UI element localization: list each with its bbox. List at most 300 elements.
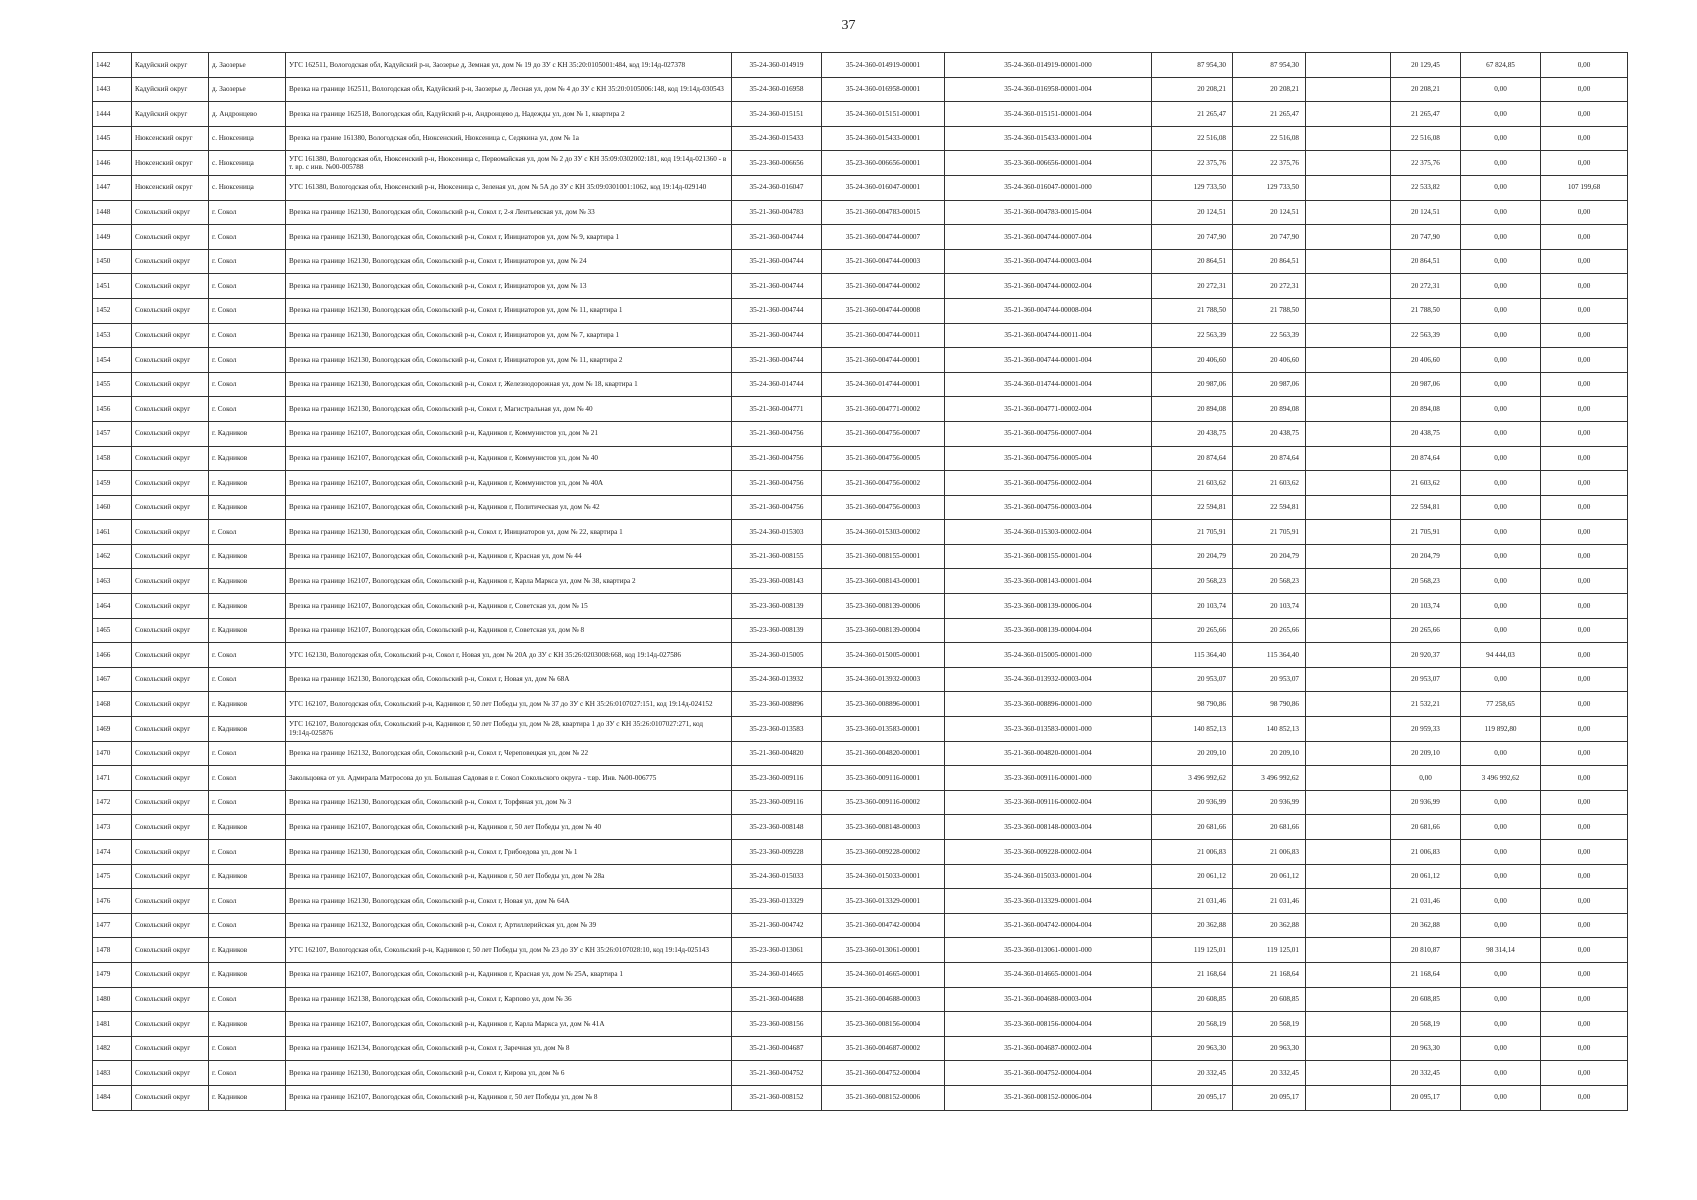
row-number-cell: 1452: [93, 298, 132, 323]
element-code-cell: 35-24-360-015005-00001-000: [945, 643, 1152, 668]
extra-cost-cell: 0,00: [1541, 569, 1628, 594]
row-number-cell: 1450: [93, 249, 132, 274]
total-cost-cell: 20 568,23: [1152, 569, 1233, 594]
cost-cell: 20 963,30: [1233, 1036, 1306, 1061]
blank-cell: [1306, 151, 1391, 176]
sub-object-code-cell: 35-23-360-006656-00001: [822, 151, 945, 176]
object-description-cell: Врезка на границе 162130, Вологодская обл, Сокольский р-н, Сокол г, Инициаторов ул, дом № 24: [286, 249, 732, 274]
district-cell: Сокольский округ: [132, 1036, 209, 1061]
total-cost-cell: 20 124,51: [1152, 200, 1233, 225]
locality-cell: г. Сокол: [209, 667, 286, 692]
cost-cell: 20 936,99: [1233, 790, 1306, 815]
object-description-cell: УГС 162511, Вологодская обл, Кадуйский р-н, Заозерье д, Земная ул, дом № 19 до ЗУ с КН 35:20:0105001:484, код 19:14д-027378: [286, 53, 732, 78]
object-description-cell: Закольцовка от ул. Адмирала Матросова до ул. Большая Садовая в г. Сокол Сокольского округа - т.вр. Инв. №00-006775: [286, 766, 732, 791]
row-number-cell: 1474: [93, 840, 132, 865]
district-cell: Сокольский округ: [132, 1085, 209, 1110]
object-description-cell: УГС 161380, Вологодская обл, Нюксенский р-н, Нюксеница с, Первомайская ул, дом № 2 до ЗУ с КН 35:09:0302002:181, код 19:14д-021360 - в т. вр. с инв. №00-005788: [286, 151, 732, 176]
connection-cost-cell: 20 265,66: [1391, 618, 1461, 643]
row-number-cell: 1461: [93, 520, 132, 545]
object-description-cell: Врезка на границе 162130, Вологодская обл, Сокольский р-н, Сокол г, 2-я Лентьевская ул, дом № 33: [286, 200, 732, 225]
cost-cell: 20 061,12: [1233, 864, 1306, 889]
cost-cell: 87 954,30: [1233, 53, 1306, 78]
extra-cost-cell: 0,00: [1541, 717, 1628, 742]
object-description-cell: Врезка на границе 162138, Вологодская обл, Сокольский р-н, Сокол г, Карпово ул, дом № 36: [286, 987, 732, 1012]
total-cost-cell: 20 864,51: [1152, 249, 1233, 274]
blank-cell: [1306, 1061, 1391, 1086]
locality-cell: г. Кадников: [209, 1012, 286, 1037]
network-cost-cell: 0,00: [1461, 1012, 1541, 1037]
object-code-cell: 35-24-360-016047: [732, 175, 822, 200]
district-cell: Сокольский округ: [132, 471, 209, 496]
blank-cell: [1306, 126, 1391, 151]
row-number-cell: 1459: [93, 471, 132, 496]
blank-cell: [1306, 643, 1391, 668]
network-cost-cell: 3 496 992,62: [1461, 766, 1541, 791]
district-cell: Сокольский округ: [132, 889, 209, 914]
extra-cost-cell: 0,00: [1541, 249, 1628, 274]
cost-cell: 20 272,31: [1233, 274, 1306, 299]
element-code-cell: 35-23-360-009116-00001-000: [945, 766, 1152, 791]
cost-cell: 20 095,17: [1233, 1085, 1306, 1110]
extra-cost-cell: 0,00: [1541, 1036, 1628, 1061]
row-number-cell: 1482: [93, 1036, 132, 1061]
connection-cost-cell: 20 608,85: [1391, 987, 1461, 1012]
table-row: [93, 1061, 1628, 1086]
extra-cost-cell: 0,00: [1541, 421, 1628, 446]
locality-cell: г. Сокол: [209, 741, 286, 766]
cost-cell: 21 788,50: [1233, 298, 1306, 323]
district-cell: Сокольский округ: [132, 569, 209, 594]
object-code-cell: 35-21-360-004756: [732, 446, 822, 471]
object-description-cell: УГС 162107, Вологодская обл, Сокольский р-н, Кадников г, 50 лет Победы ул, дом № 28, квартира 1 до ЗУ с КН 35:26:0107027:271, код 19:14д-025876: [286, 717, 732, 742]
row-number-cell: 1465: [93, 618, 132, 643]
district-cell: Сокольский округ: [132, 717, 209, 742]
total-cost-cell: 20 103,74: [1152, 594, 1233, 619]
blank-cell: [1306, 913, 1391, 938]
network-cost-cell: 0,00: [1461, 544, 1541, 569]
element-code-cell: 35-24-360-013932-00003-004: [945, 667, 1152, 692]
total-cost-cell: 20 963,30: [1152, 1036, 1233, 1061]
network-cost-cell: 0,00: [1461, 151, 1541, 176]
element-code-cell: 35-23-360-008896-00001-000: [945, 692, 1152, 717]
element-code-cell: 35-24-360-015303-00002-004: [945, 520, 1152, 545]
table-row: [93, 766, 1628, 791]
total-cost-cell: 20 332,45: [1152, 1061, 1233, 1086]
object-description-cell: Врезка на граниe 161380, Вологодская обл, Нюксенский, Нюксеница с, Седякина ул, дом № 1а: [286, 126, 732, 151]
total-cost-cell: 20 936,99: [1152, 790, 1233, 815]
blank-cell: [1306, 569, 1391, 594]
table-row: [93, 348, 1628, 373]
object-description-cell: Врезка на границе 162130, Вологодская обл, Сокольский р-н, Сокол г, Кирова ул, дом № 6: [286, 1061, 732, 1086]
total-cost-cell: 22 516,08: [1152, 126, 1233, 151]
connection-cost-cell: 20 129,45: [1391, 53, 1461, 78]
sub-object-code-cell: 35-24-360-016958-00001: [822, 77, 945, 102]
total-cost-cell: 20 894,08: [1152, 397, 1233, 422]
total-cost-cell: 20 953,07: [1152, 667, 1233, 692]
network-cost-cell: 0,00: [1461, 348, 1541, 373]
connection-cost-cell: 20 209,10: [1391, 741, 1461, 766]
object-code-cell: 35-21-360-004756: [732, 471, 822, 496]
object-code-cell: 35-21-360-004687: [732, 1036, 822, 1061]
network-cost-cell: 0,00: [1461, 520, 1541, 545]
table-row: [93, 446, 1628, 471]
blank-cell: [1306, 987, 1391, 1012]
table-row: [93, 1085, 1628, 1110]
total-cost-cell: 20 208,21: [1152, 77, 1233, 102]
sub-object-code-cell: 35-23-360-009228-00002: [822, 840, 945, 865]
table-row: [93, 717, 1628, 742]
element-code-cell: 35-23-360-013583-00001-000: [945, 717, 1152, 742]
table-row: [93, 225, 1628, 250]
cost-cell: 20 204,79: [1233, 544, 1306, 569]
blank-cell: [1306, 1085, 1391, 1110]
sub-object-code-cell: 35-21-360-004742-00004: [822, 913, 945, 938]
cost-cell: 20 568,19: [1233, 1012, 1306, 1037]
blank-cell: [1306, 53, 1391, 78]
row-number-cell: 1472: [93, 790, 132, 815]
locality-cell: г. Сокол: [209, 225, 286, 250]
extra-cost-cell: 0,00: [1541, 1085, 1628, 1110]
table-row: [93, 864, 1628, 889]
object-code-cell: 35-21-360-004752: [732, 1061, 822, 1086]
row-number-cell: 1447: [93, 175, 132, 200]
network-cost-cell: 98 314,14: [1461, 938, 1541, 963]
blank-cell: [1306, 200, 1391, 225]
sub-object-code-cell: 35-21-360-004756-00005: [822, 446, 945, 471]
locality-cell: г. Кадников: [209, 569, 286, 594]
locality-cell: д. Заозерье: [209, 53, 286, 78]
network-cost-cell: 0,00: [1461, 913, 1541, 938]
connection-cost-cell: 0,00: [1391, 766, 1461, 791]
district-cell: Сокольский округ: [132, 864, 209, 889]
district-cell: Кадуйский округ: [132, 77, 209, 102]
connection-cost-cell: 20 936,99: [1391, 790, 1461, 815]
total-cost-cell: 20 987,06: [1152, 372, 1233, 397]
table-row: [93, 274, 1628, 299]
object-code-cell: 35-23-360-013329: [732, 889, 822, 914]
cost-cell: 20 608,85: [1233, 987, 1306, 1012]
row-number-cell: 1483: [93, 1061, 132, 1086]
district-cell: Кадуйский округ: [132, 102, 209, 127]
object-description-cell: Врезка на границе 162107, Вологодская обл, Сокольский р-н, Кадников г, Коммунистов ул, дом № 40А: [286, 471, 732, 496]
locality-cell: г. Сокол: [209, 200, 286, 225]
total-cost-cell: 21 168,64: [1152, 962, 1233, 987]
extra-cost-cell: 0,00: [1541, 987, 1628, 1012]
blank-cell: [1306, 766, 1391, 791]
locality-cell: г. Кадников: [209, 1085, 286, 1110]
blank-cell: [1306, 594, 1391, 619]
network-cost-cell: 0,00: [1461, 471, 1541, 496]
object-code-cell: 35-21-360-004756: [732, 421, 822, 446]
table-row: [93, 913, 1628, 938]
element-code-cell: 35-21-360-004744-00007-004: [945, 225, 1152, 250]
row-number-cell: 1444: [93, 102, 132, 127]
locality-cell: г. Кадников: [209, 594, 286, 619]
cost-cell: 3 496 992,62: [1233, 766, 1306, 791]
table-row: [93, 372, 1628, 397]
extra-cost-cell: 0,00: [1541, 372, 1628, 397]
object-code-cell: 35-21-360-004820: [732, 741, 822, 766]
row-number-cell: 1477: [93, 913, 132, 938]
object-code-cell: 35-24-360-015151: [732, 102, 822, 127]
object-code-cell: 35-23-360-008139: [732, 618, 822, 643]
connection-cost-cell: 22 563,39: [1391, 323, 1461, 348]
table-row: [93, 1012, 1628, 1037]
district-cell: Кадуйский округ: [132, 53, 209, 78]
total-cost-cell: 20 272,31: [1152, 274, 1233, 299]
cost-cell: 20 864,51: [1233, 249, 1306, 274]
network-cost-cell: 0,00: [1461, 840, 1541, 865]
extra-cost-cell: 0,00: [1541, 102, 1628, 127]
row-number-cell: 1451: [93, 274, 132, 299]
object-code-cell: 35-24-360-013932: [732, 667, 822, 692]
row-number-cell: 1462: [93, 544, 132, 569]
locality-cell: г. Сокол: [209, 889, 286, 914]
object-code-cell: 35-24-360-015033: [732, 864, 822, 889]
cost-cell: 20 987,06: [1233, 372, 1306, 397]
cost-cell: 20 874,64: [1233, 446, 1306, 471]
row-number-cell: 1448: [93, 200, 132, 225]
sub-object-code-cell: 35-21-360-004744-00007: [822, 225, 945, 250]
row-number-cell: 1455: [93, 372, 132, 397]
row-number-cell: 1466: [93, 643, 132, 668]
table-row: [93, 298, 1628, 323]
total-cost-cell: 20 681,66: [1152, 815, 1233, 840]
network-cost-cell: 0,00: [1461, 77, 1541, 102]
total-cost-cell: 140 852,13: [1152, 717, 1233, 742]
blank-cell: [1306, 962, 1391, 987]
object-description-cell: Врезка на границе 162132, Вологодская обл, Сокольский р-н, Сокол г, Череповецкая ул, дом № 22: [286, 741, 732, 766]
table-row: [93, 815, 1628, 840]
extra-cost-cell: 0,00: [1541, 643, 1628, 668]
element-code-cell: 35-21-360-004744-00003-004: [945, 249, 1152, 274]
total-cost-cell: 20 747,90: [1152, 225, 1233, 250]
cost-cell: 140 852,13: [1233, 717, 1306, 742]
object-description-cell: Врезка на границе 162130, Вологодская обл, Сокольский р-н, Сокол г, Инициаторов ул, дом № 11, квартира 1: [286, 298, 732, 323]
element-code-cell: 35-21-360-004688-00003-004: [945, 987, 1152, 1012]
object-description-cell: Врезка на границе 162130, Вологодская обл, Сокольский р-н, Сокол г, Магистральная ул, дом № 40: [286, 397, 732, 422]
district-cell: Сокольский округ: [132, 790, 209, 815]
object-description-cell: Врезка на границе 162132, Вологодская обл, Сокольский р-н, Сокол г, Артиллерийская ул, дом № 39: [286, 913, 732, 938]
network-cost-cell: 0,00: [1461, 372, 1541, 397]
locality-cell: с. Нюксеница: [209, 151, 286, 176]
row-number-cell: 1469: [93, 717, 132, 742]
blank-cell: [1306, 175, 1391, 200]
blank-cell: [1306, 889, 1391, 914]
object-code-cell: 35-24-360-014665: [732, 962, 822, 987]
blank-cell: [1306, 397, 1391, 422]
object-description-cell: Врезка на границе 162107, Вологодская обл, Сокольский р-н, Кадников г, Карла Маркса ул, дом № 41А: [286, 1012, 732, 1037]
extra-cost-cell: 0,00: [1541, 323, 1628, 348]
total-cost-cell: 20 209,10: [1152, 741, 1233, 766]
connection-cost-cell: 20 272,31: [1391, 274, 1461, 299]
table-row: [93, 495, 1628, 520]
extra-cost-cell: 0,00: [1541, 741, 1628, 766]
extra-cost-cell: 0,00: [1541, 126, 1628, 151]
district-cell: Сокольский округ: [132, 397, 209, 422]
network-cost-cell: 0,00: [1461, 446, 1541, 471]
cost-cell: 21 006,83: [1233, 840, 1306, 865]
object-description-cell: Врезка на границе 162107, Вологодская обл, Сокольский р-н, Кадников г, Политическая ул, дом № 42: [286, 495, 732, 520]
sub-object-code-cell: 35-21-360-008155-00001: [822, 544, 945, 569]
row-number-cell: 1479: [93, 962, 132, 987]
object-description-cell: Врезка на границе 162107, Вологодская обл, Сокольский р-н, Кадников г, 50 лет Победы ул, дом № 8: [286, 1085, 732, 1110]
object-description-cell: УГС 162130, Вологодская обл, Сокольский р-н, Сокол г, Новая ул, дом № 20А до ЗУ с КН 35:26:0203008:668, код 19:14д-027586: [286, 643, 732, 668]
district-cell: Нюксенский округ: [132, 151, 209, 176]
district-cell: Сокольский округ: [132, 741, 209, 766]
total-cost-cell: 129 733,50: [1152, 175, 1233, 200]
extra-cost-cell: 0,00: [1541, 594, 1628, 619]
table-row: [93, 569, 1628, 594]
table-row: [93, 667, 1628, 692]
locality-cell: г. Сокол: [209, 323, 286, 348]
extra-cost-cell: 0,00: [1541, 962, 1628, 987]
connection-cost-cell: 21 265,47: [1391, 102, 1461, 127]
connection-cost-cell: 20 920,37: [1391, 643, 1461, 668]
object-code-cell: 35-24-360-016958: [732, 77, 822, 102]
sub-object-code-cell: 35-21-360-004756-00002: [822, 471, 945, 496]
element-code-cell: 35-21-360-004820-00001-004: [945, 741, 1152, 766]
object-description-cell: Врезка на границе 162130, Вологодская обл, Сокольский р-н, Сокол г, Инициаторов ул, дом № 11, квартира 2: [286, 348, 732, 373]
locality-cell: д. Андронцево: [209, 102, 286, 127]
cost-cell: 22 563,39: [1233, 323, 1306, 348]
table-row: [93, 987, 1628, 1012]
network-cost-cell: 119 892,80: [1461, 717, 1541, 742]
blank-cell: [1306, 717, 1391, 742]
element-code-cell: 35-24-360-016958-00001-004: [945, 77, 1152, 102]
blank-cell: [1306, 298, 1391, 323]
object-code-cell: 35-21-360-008155: [732, 544, 822, 569]
sub-object-code-cell: 35-23-360-008148-00003: [822, 815, 945, 840]
element-code-cell: 35-21-360-004771-00002-004: [945, 397, 1152, 422]
table-row: [93, 889, 1628, 914]
object-code-cell: 35-21-360-004744: [732, 274, 822, 299]
network-cost-cell: 0,00: [1461, 741, 1541, 766]
sub-object-code-cell: 35-21-360-004744-00002: [822, 274, 945, 299]
network-cost-cell: 94 444,03: [1461, 643, 1541, 668]
connection-cost-cell: 21 532,21: [1391, 692, 1461, 717]
sub-object-code-cell: 35-21-360-004756-00007: [822, 421, 945, 446]
district-cell: Нюксенский округ: [132, 126, 209, 151]
network-cost-cell: 0,00: [1461, 200, 1541, 225]
locality-cell: г. Кадников: [209, 421, 286, 446]
extra-cost-cell: 0,00: [1541, 667, 1628, 692]
locality-cell: г. Сокол: [209, 643, 286, 668]
network-cost-cell: 0,00: [1461, 790, 1541, 815]
network-cost-cell: 67 824,85: [1461, 53, 1541, 78]
cost-cell: 20 568,23: [1233, 569, 1306, 594]
sub-object-code-cell: 35-23-360-013329-00001: [822, 889, 945, 914]
blank-cell: [1306, 1012, 1391, 1037]
element-code-cell: 35-21-360-004756-00007-004: [945, 421, 1152, 446]
locality-cell: с. Нюксеница: [209, 175, 286, 200]
row-number-cell: 1467: [93, 667, 132, 692]
row-number-cell: 1481: [93, 1012, 132, 1037]
blank-cell: [1306, 348, 1391, 373]
blank-cell: [1306, 864, 1391, 889]
table-row: [93, 126, 1628, 151]
connection-cost-cell: 21 788,50: [1391, 298, 1461, 323]
cost-cell: 20 953,07: [1233, 667, 1306, 692]
network-cost-cell: 0,00: [1461, 987, 1541, 1012]
blank-cell: [1306, 692, 1391, 717]
extra-cost-cell: 0,00: [1541, 864, 1628, 889]
network-cost-cell: 0,00: [1461, 569, 1541, 594]
sub-object-code-cell: 35-24-360-015151-00001: [822, 102, 945, 127]
object-description-cell: УГС 161380, Вологодская обл, Нюксенский р-н, Нюксеница с, Зеленая ул, дом № 5А до ЗУ с КН 35:09:0301001:1062, код 19:14д-029140: [286, 175, 732, 200]
network-cost-cell: 0,00: [1461, 126, 1541, 151]
district-cell: Сокольский округ: [132, 544, 209, 569]
connection-cost-cell: 20 406,60: [1391, 348, 1461, 373]
locality-cell: с. Нюксеница: [209, 126, 286, 151]
object-code-cell: 35-24-360-015303: [732, 520, 822, 545]
sub-object-code-cell: 35-24-360-014919-00001: [822, 53, 945, 78]
locality-cell: г. Сокол: [209, 790, 286, 815]
element-code-cell: 35-21-360-004752-00004-004: [945, 1061, 1152, 1086]
locality-cell: г. Сокол: [209, 1061, 286, 1086]
locality-cell: г. Кадников: [209, 815, 286, 840]
object-description-cell: Врезка на границе 162107, Вологодская обл, Сокольский р-н, Кадников г, 50 лет Победы ул, дом № 40: [286, 815, 732, 840]
table-row: [93, 421, 1628, 446]
network-cost-cell: 0,00: [1461, 1061, 1541, 1086]
district-cell: Сокольский округ: [132, 495, 209, 520]
sub-object-code-cell: 35-23-360-008896-00001: [822, 692, 945, 717]
locality-cell: г. Сокол: [209, 372, 286, 397]
blank-cell: [1306, 495, 1391, 520]
page-number: 37: [841, 18, 856, 33]
connection-cost-cell: 20 124,51: [1391, 200, 1461, 225]
district-cell: Сокольский округ: [132, 249, 209, 274]
sub-object-code-cell: 35-21-360-004744-00001: [822, 348, 945, 373]
object-code-cell: 35-21-360-004744: [732, 249, 822, 274]
cost-cell: 21 265,47: [1233, 102, 1306, 127]
extra-cost-cell: 0,00: [1541, 544, 1628, 569]
object-code-cell: 35-23-360-013583: [732, 717, 822, 742]
element-code-cell: 35-21-360-004783-00015-004: [945, 200, 1152, 225]
cost-cell: 20 406,60: [1233, 348, 1306, 373]
sub-object-code-cell: 35-24-360-015303-00002: [822, 520, 945, 545]
object-description-cell: Врезка на границе 162107, Вологодская обл, Сокольский р-н, Кадников г, Красная ул, дом № 44: [286, 544, 732, 569]
table-row: [93, 77, 1628, 102]
object-code-cell: 35-21-360-004771: [732, 397, 822, 422]
district-cell: Сокольский округ: [132, 1012, 209, 1037]
table-row: [93, 520, 1628, 545]
locality-cell: г. Сокол: [209, 397, 286, 422]
connection-cost-cell: 21 168,64: [1391, 962, 1461, 987]
network-cost-cell: 0,00: [1461, 323, 1541, 348]
total-cost-cell: 21 788,50: [1152, 298, 1233, 323]
cost-cell: 20 208,21: [1233, 77, 1306, 102]
row-number-cell: 1473: [93, 815, 132, 840]
district-cell: Нюксенский округ: [132, 175, 209, 200]
extra-cost-cell: 0,00: [1541, 889, 1628, 914]
extra-cost-cell: 0,00: [1541, 53, 1628, 78]
locality-cell: г. Кадников: [209, 717, 286, 742]
sub-object-code-cell: 35-21-360-004744-00003: [822, 249, 945, 274]
sub-object-code-cell: 35-21-360-004744-00011: [822, 323, 945, 348]
element-code-cell: 35-24-360-015151-00001-004: [945, 102, 1152, 127]
connection-cost-cell: 20 681,66: [1391, 815, 1461, 840]
extra-cost-cell: 0,00: [1541, 618, 1628, 643]
object-description-cell: Врезка на границе 162130, Вологодская обл, Сокольский р-н, Сокол г, Торфяная ул, дом № 3: [286, 790, 732, 815]
network-cost-cell: 0,00: [1461, 274, 1541, 299]
district-cell: Сокольский округ: [132, 200, 209, 225]
locality-cell: г. Кадников: [209, 471, 286, 496]
row-number-cell: 1446: [93, 151, 132, 176]
sub-object-code-cell: 35-23-360-008139-00004: [822, 618, 945, 643]
connection-cost-cell: 20 810,87: [1391, 938, 1461, 963]
blank-cell: [1306, 618, 1391, 643]
